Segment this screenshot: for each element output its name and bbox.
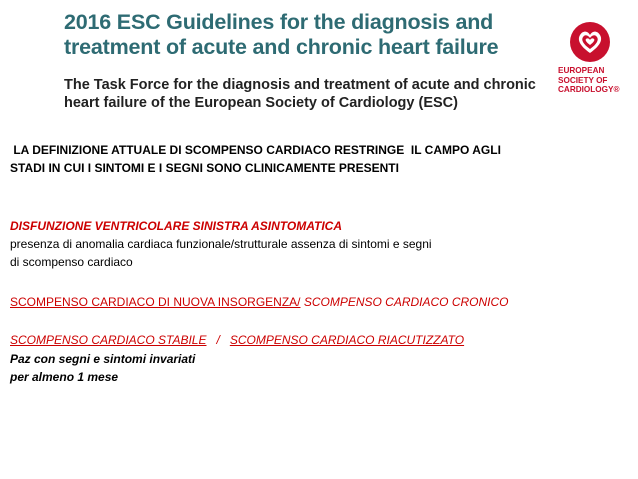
asymptomatic-desc-line-1: presenza di anomalia cardiaca funzionale/strutturale assenza di sintomi e segni xyxy=(10,237,432,251)
logo-line-1: EUROPEAN xyxy=(558,66,605,75)
decompensated-label: SCOMPENSO CARDIACO RIACUTIZZATO xyxy=(229,333,465,347)
definition-paragraph xyxy=(10,141,501,177)
esc-logo xyxy=(556,20,636,110)
onset-chronic-line xyxy=(10,293,509,311)
title-line-1: 2016 ESC Guidelines for the diagnosis and xyxy=(64,10,494,34)
new-onset-label: SCOMPENSO CARDIACO DI NUOVA INSORGENZA/ xyxy=(10,295,301,309)
stable-decompensated-line xyxy=(10,331,464,349)
stable-description xyxy=(10,350,195,386)
stable-desc-line-2: per almeno 1 mese xyxy=(10,370,119,384)
stable-label: SCOMPENSO CARDIACO STABILE xyxy=(10,333,207,347)
guideline-subtitle xyxy=(64,76,554,112)
definition-line-1: LA DEFINIZIONE ATTUALE DI SCOMPENSO CARDIACO RESTRINGE IL CAMPO AGLI xyxy=(10,143,501,157)
logo-text xyxy=(558,66,638,95)
title-line-2: treatment of acute and chronic heart failure xyxy=(64,35,499,59)
asymptomatic-section xyxy=(10,217,432,271)
subtitle-line-2: heart failure of the European Society of Cardiology (ESC) xyxy=(64,95,458,111)
asymptomatic-desc-line-2: di scompenso cardiaco xyxy=(10,255,133,269)
logo-line-3: CARDIOLOGY® xyxy=(558,85,620,94)
stable-desc-line-1: Paz con segni e sintomi invariati xyxy=(10,352,196,366)
definition-line-2: STADI IN CUI I SINTOMI E I SEGNI SONO CLINICAMENTE PRESENTI xyxy=(10,161,399,175)
separator: / xyxy=(206,333,230,347)
heart-logo-icon xyxy=(568,20,612,64)
guideline-title xyxy=(64,10,534,60)
chronic-label: SCOMPENSO CARDIACO CRONICO xyxy=(303,295,509,309)
subtitle-line-1: The Task Force for the diagnosis and treatment of acute and chronic xyxy=(64,77,536,93)
asymptomatic-heading: DISFUNZIONE VENTRICOLARE SINISTRA ASINTOMATICA xyxy=(10,219,343,233)
logo-line-2: SOCIETY OF xyxy=(558,75,608,85)
